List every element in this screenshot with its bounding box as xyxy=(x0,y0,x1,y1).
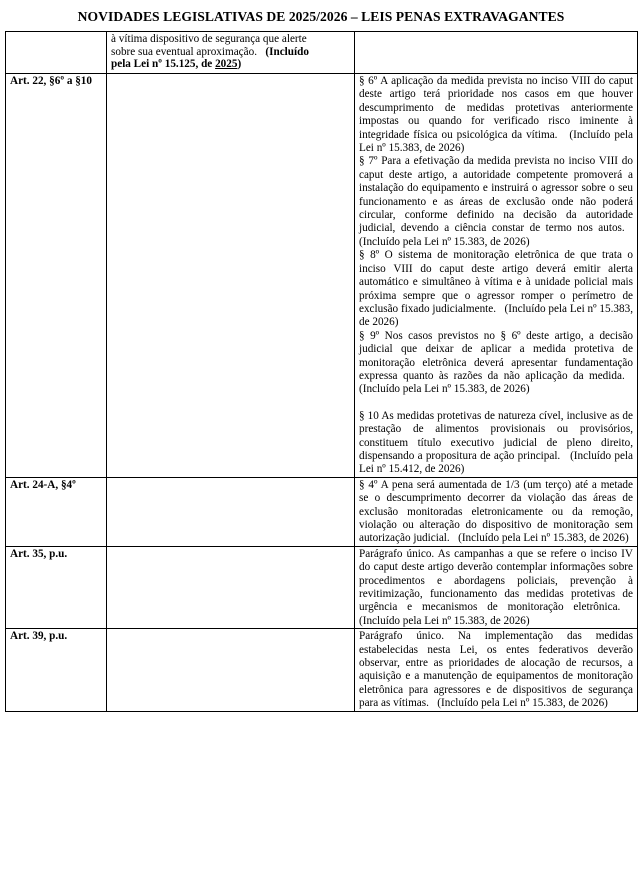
new-text-cell xyxy=(355,32,638,74)
previous-text-cell xyxy=(107,477,355,546)
paragraph-citation: (Incluído pela Lei nº 15.383, de 2026) xyxy=(359,235,530,248)
article-label: Art. 35, p.u. xyxy=(6,546,107,628)
paragraph-citation: (Incluído pela Lei nº 15.412, de 2026) xyxy=(359,449,633,476)
table-row xyxy=(6,546,638,628)
article-label: Art. 39, p.u. xyxy=(6,629,107,711)
paragraph xyxy=(359,630,633,710)
paragraph xyxy=(359,75,633,155)
paragraph-text: Parágrafo único. As campanhas a que se refere o inciso IV do caput deste artigo deverão contemplar informações sobre procedimentos e abordagens policiais, prevenção à revitimização, funcionamento das medidas protetivas de urgência e mecanismos de monitoração eletrônica. xyxy=(359,547,633,614)
paragraph xyxy=(359,155,633,249)
paragraph-citation: (Incluído pela Lei nº 15.383, de 2026) xyxy=(437,697,608,710)
paragraph-text: § 7º Para a efetivação da medida prevista no inciso VIII do caput deste artigo, a autoridade competente promoverá a instalação do equipamento e instruirá o agressor sobre o seu funcionamento e as áreas de exclusão onde não poderá circular, conforme definido na decisão da autoridade judicial, devendo a ciência constar de termo nos autos. xyxy=(359,155,633,235)
paragraph-text: § 10 As medidas protetivas de natureza cível, inclusive as de prestação de alimentos provisionais ou provisórios, constituem título executivo judicial de pleno direito, dispensando a propositura de ação principal. xyxy=(359,409,633,462)
continuation-cell xyxy=(107,32,355,74)
article-label: Art. 24-A, §4º xyxy=(6,477,107,546)
paragraph xyxy=(359,410,633,477)
legislation-table xyxy=(5,31,638,712)
paragraph-citation: (Incluído pela Lei nº 15.383, de 2026) xyxy=(359,302,633,329)
table-row-continuation xyxy=(6,32,638,74)
paragraph-citation: (Incluído pela Lei nº 15.383, de 2026) xyxy=(359,383,530,396)
new-text-cell xyxy=(355,477,638,546)
page-title: NOVIDADES LEGISLATIVAS DE 2025/2026 – LEIS PENAS EXTRAVAGANTES xyxy=(77,9,565,24)
continuation-line: pela Lei nº 15.125, de xyxy=(111,58,216,70)
paragraph-citation: (Incluído pela Lei nº 15.383, de 2026) xyxy=(359,614,530,627)
paragraph-text: Parágrafo único. Na implementação das medidas estabelecidas nesta Lei, os entes federativos deverão observar, entre as prioridades de alocação de recursos, a aquisição e a manutenção de equipamentos de monitoração eletrônica para agressores e de dispositivos de segurança para as vítimas. xyxy=(359,630,633,710)
continuation-line: à vítima dispositivo de segurança que alerte xyxy=(111,33,307,45)
paragraph xyxy=(359,330,633,397)
previous-text-cell xyxy=(107,546,355,628)
table-row xyxy=(6,629,638,711)
table-row xyxy=(6,74,638,478)
continuation-year: 2025 xyxy=(215,58,238,70)
continuation-close: ) xyxy=(237,58,242,70)
new-text-cell xyxy=(355,546,638,628)
paragraph-text: § 4º A pena será aumentada de 1/3 (um terço) até a metade se o descumprimento decorrer da violação das áreas de exclusão monitoradas eletronicamente ou da remoção, violação ou alteração do dispositivo de monitoração sem autorização judicial. xyxy=(359,478,633,545)
paragraph-citation: (Incluído pela Lei nº 15.383, de 2026) xyxy=(359,128,633,155)
paragraph-text: § 8º O sistema de monitoração eletrônica de que trata o inciso VIII do caput deste artigo deverá emitir alerta automático e simultâneo à vítima e à unidade policial mais próxima sempre que o agressor romper o perímetro de exclusão fixado judicialmente. xyxy=(359,249,633,315)
paragraph-citation: (Incluído pela Lei nº 15.383, de 2026) xyxy=(458,532,629,545)
table-row xyxy=(6,477,638,546)
paragraph-text: § 6º A aplicação da medida prevista no inciso VIII do caput deste artigo terá prioridade nos casos em que houver descumprimento de medidas protetivas anteriormente impostas ou quando for verificado risco iminente à integridade física ou psicológica da vítima. xyxy=(359,75,633,141)
new-text-cell xyxy=(355,74,638,478)
paragraph xyxy=(359,249,633,329)
paragraph xyxy=(359,479,633,546)
article-label: Art. 22, §6º a §10 xyxy=(6,74,107,478)
article-cell xyxy=(6,32,107,74)
previous-text-cell xyxy=(107,74,355,478)
new-text-cell xyxy=(355,629,638,711)
previous-text-cell xyxy=(107,629,355,711)
continuation-incl: (Incluído xyxy=(265,45,309,58)
paragraph xyxy=(359,548,633,628)
paragraph-text: § 9º Nos casos previstos no § 6º deste artigo, a decisão judicial que deixar de aplicar a medida protetiva de monitoração eletrônica deverá apresentar fundamentação expressa quanto às razões da não aplicação da medida. xyxy=(359,329,633,382)
continuation-line: sobre sua eventual aproximação. xyxy=(111,45,258,58)
